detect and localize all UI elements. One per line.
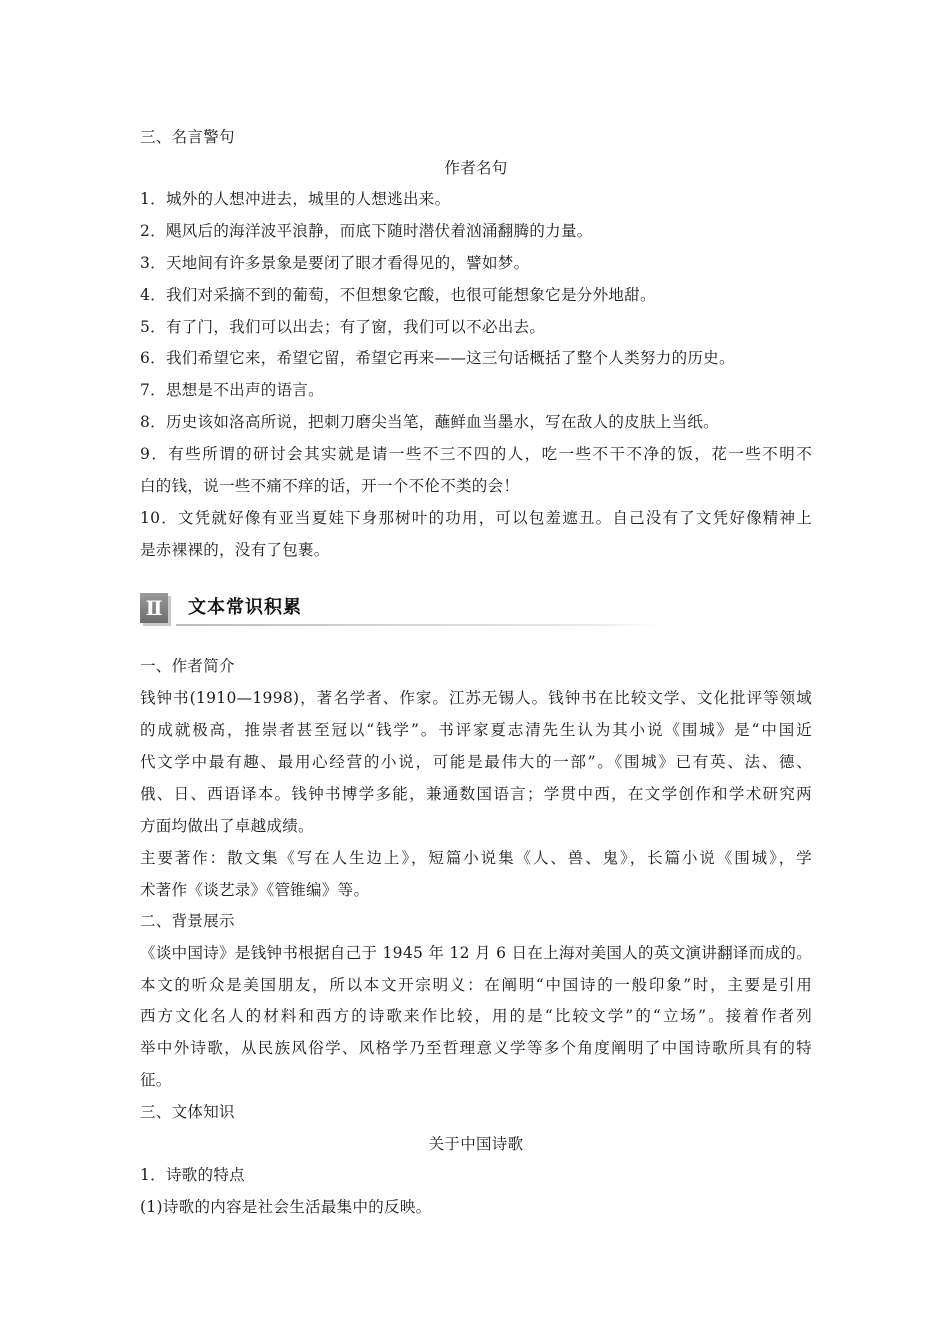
- quote-line: 6．我们希望它来，希望它留，希望它再来——这三句话概括了整个人类努力的历史。: [140, 349, 735, 367]
- banner-underline: [176, 624, 660, 626]
- paragraph-line: 西方文化名人的材料和西方的诗歌来作比较，用的是“比较文学”的“立场”。接着作者列: [140, 1007, 812, 1025]
- paragraph-line: 本文的听众是美国朋友，所以本文开宗明义：在阐明“中国诗的一般印象”时，主要是引用: [140, 976, 812, 994]
- section-heading-intro: 一、作者简介: [140, 657, 235, 675]
- section-banner: [140, 593, 660, 627]
- section-heading-quotes: 三、名言警句: [140, 128, 235, 146]
- section-banner-title: 文本常识积累: [188, 597, 302, 618]
- section-heading-genre: 三、文体知识: [140, 1103, 235, 1121]
- paragraph-line: 术著作《谈艺录》《管锥编》等。: [140, 881, 370, 899]
- paragraph-line: 《谈中国诗》是钱钟书根据自己于 1945 年 12 月 6 日在上海对美国人的英文演讲翻译而成的。: [140, 944, 812, 962]
- quote-line: 8．历史该如洛高所说，把刺刀磨尖当笔，蘸鲜血当墨水，写在敌人的皮肤上当纸。: [140, 413, 719, 431]
- paragraph-line: 主要著作：散文集《写在人生边上》，短篇小说集《人、兽、鬼》，长篇小说《围城》，学: [140, 849, 812, 867]
- quote-line: 1．城外的人想冲进去，城里的人想逃出来。: [140, 190, 451, 208]
- paragraph-line: 方面均做出了卓越成绩。: [140, 817, 314, 835]
- section-heading-background: 二、背景展示: [140, 912, 235, 930]
- paragraph-line: 的成就极高，推崇者甚至冠以“钱学”。书评家夏志清先生认为其小说《围城》是“中国近: [140, 721, 812, 739]
- paragraph-line: 代文学中最有趣、最用心经营的小说，可能是最伟大的一部”。《围城》已有英、法、德、: [140, 753, 812, 771]
- quote-line: 10．文凭就好像有亚当夏娃下身那树叶的功用，可以包羞遮丑。自己没有了文凭好像精神上: [140, 509, 812, 527]
- list-item: 1．诗歌的特点: [140, 1166, 245, 1184]
- quote-line: 是赤裸裸的，没有了包裹。: [140, 541, 330, 559]
- genre-title: 关于中国诗歌: [428, 1135, 524, 1153]
- quote-line: 9．有些所谓的研讨会其实就是请一些不三不四的人，吃一些不干不净的饭，花一些不明不: [140, 445, 812, 463]
- paragraph-line: 钱钟书(1910—1998)，著名学者、作家。江苏无锡人。钱钟书在比较文学、文化批评等领域: [140, 689, 812, 707]
- paragraph-line: 举中外诗歌，从民族风俗学、风格学乃至哲理意义学等多个角度阐明了中国诗歌所具有的特: [140, 1039, 812, 1057]
- list-item: (1)诗歌的内容是社会生活最集中的反映。: [140, 1198, 432, 1216]
- quote-line: 2．飓风后的海洋波平浪静，而底下随时潜伏着汹涌翻腾的力量。: [140, 222, 593, 240]
- section-number-badge: Ⅱ: [140, 593, 168, 623]
- quote-line: 5．有了门，我们可以出去；有了窗，我们可以不必出去。: [140, 318, 546, 336]
- paragraph-line: 征。: [140, 1071, 172, 1089]
- quotes-title: 作者名句: [444, 159, 508, 177]
- quote-line: 7．思想是不出声的语言。: [140, 381, 324, 399]
- quote-line: 4．我们对采摘不到的葡萄，不但想象它酸，也很可能想象它是分外地甜。: [140, 286, 656, 304]
- quote-line: 白的钱，说一些不痛不痒的话，开一个不伦不类的会！: [140, 477, 520, 495]
- paragraph-line: 俄、日、西语译本。钱钟书博学多能，兼通数国语言；学贯中西，在文学创作和学术研究两: [140, 785, 812, 803]
- quote-line: 3．天地间有许多景象是要闭了眼才看得见的，譬如梦。: [140, 254, 530, 272]
